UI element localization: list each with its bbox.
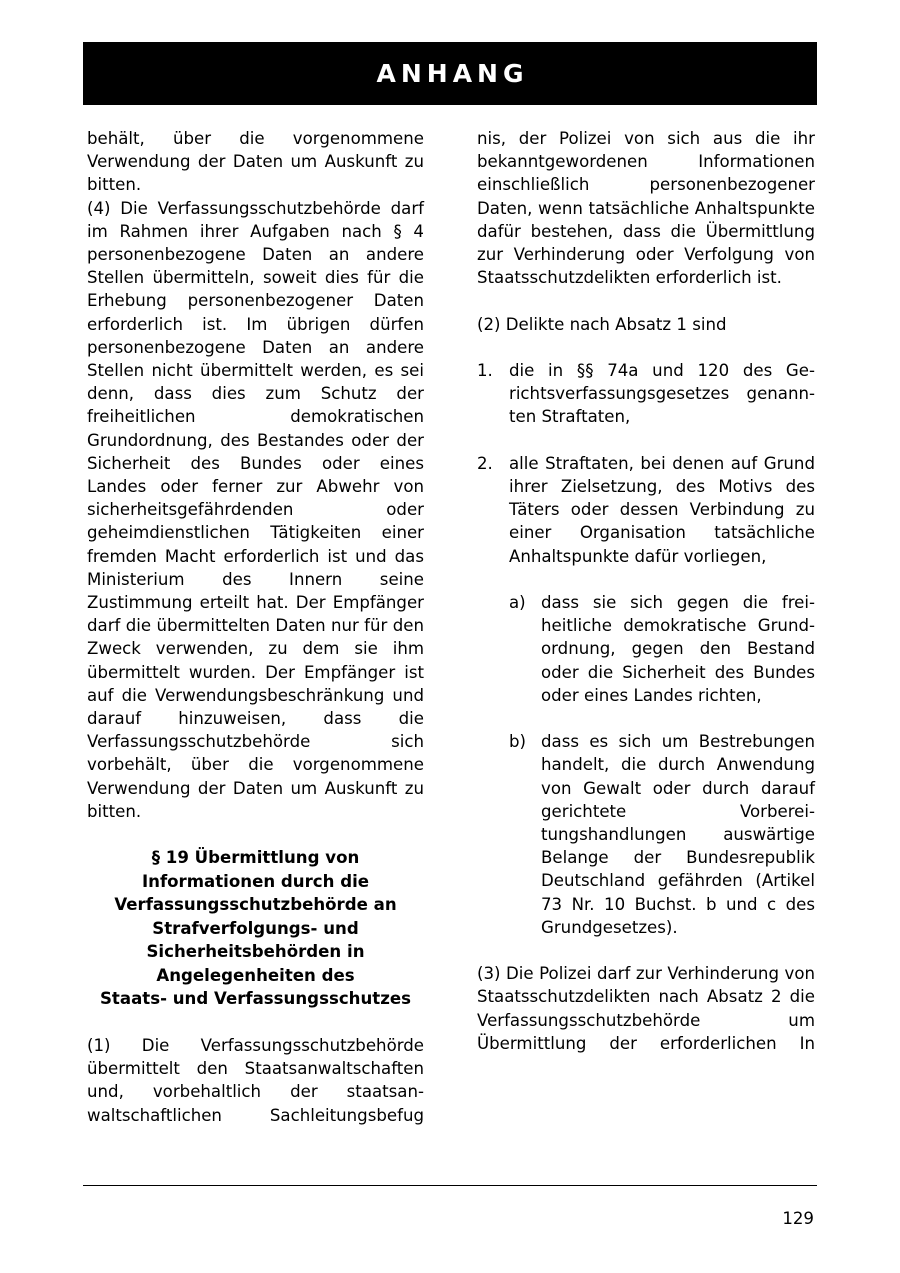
heading-line: Strafverfolgungs- und [152,918,359,938]
paragraph-section-1: (1) Die Verfassungsschutzbehörde übermittelt den Staatsanwaltschaften und, vorbehaltlich der staatsanwaltschaftlichen Sachleitungsbefug [87,1035,424,1125]
section-header-bar [83,42,817,105]
paragraph: behält, über die vorgenommene Verwendung der Daten um Auskunft zu bitten. [87,129,424,195]
list-text: alle Straftaten, bei denen auf Grund ihrer Zielsetzung, des Motivs des Täters oder dessen Verbindung zu einer Organisation tatsächliche Anhaltspunkte dafür vorliegen, [509,453,815,566]
heading-line: Staats- und Verfassungsschutzes [99,989,412,1009]
list-text: die in §§ 74a und 120 des Gerichtsverfassungsgesetzes genannten Straftaten, [509,361,815,427]
sub-list-letter: b) [509,732,527,752]
paragraph-section-4: (4) Die Verfassungsschutzbehörde darf im Rahmen ihrer Aufgaben nach § 4 personenbezogene Daten an andere Stellen übermitteln, soweit dies für die Erhebung personenbezogener Daten erforderlich ist. Im übrigen dürfen personenbezogene Daten an andere Stellen nicht übermittelt werden, es sei denn, dass dies zum Schutz der freiheitlichen demokratischen Grundordnung, des Bestandes oder der Sicherheit des Bundes oder eines Landes oder ferner zur Abwehr von sicherheitsgefährdenden oder geheimdienstlichen Tätigkeiten einer fremden Macht erforderlich ist und das Ministerium des Innern seine Zustimmung erteilt hat. Der Empfänger darf die übermittelten Daten nur für den Zweck verwenden, zu dem sie ihm übermittelt wurden. Der Empfänger ist auf die Verwendungsbeschränkung und darauf hinzuweisen, dass die Verfassungsschutzbehörde sich vorbehält, über die vorgenommene Verwendung der Daten um Auskunft zu bitten. [87,198,424,821]
sub-list-text: dass es sich um Bestrebungen handelt, die durch Anwendung von Gewalt oder durch darauf gerichtete Vorbereitungshandlungen auswärtige Belange der Bundesrepublik Deutschland gefährden (Artikel 73 Nr. 10 Buchst. b und c des Grundgesetzes). [541,732,815,937]
list-number: 1. [477,361,493,380]
paragraph-section-2: (2) Delikte nach Absatz 1 sind [477,314,727,334]
heading-line: § 19 Übermittlung von [151,848,360,868]
page-number: 129 [782,1209,814,1228]
list-item [477,359,815,429]
sub-list-letter: a) [509,593,526,612]
heading-line: Sicherheitsbehörden in [146,942,365,962]
sub-list-item [509,591,815,707]
list-number: 2. [477,453,493,473]
paragraph-continued: nis, der Polizei von sich aus die ihr bekanntgewordenen Informationen einschließlich personenbezogener Daten, wenn tatsächliche Anhaltspunkte dafür bestehen, dass die Übermittlung zur Verhinderung oder Verfolgung von Staatsschutzdelikten erforderlich ist. [477,129,815,288]
sub-list-text: dass sie sich gegen die freiheitliche demokratische Grundordnung, gegen den Bestand oder die Sicherheit des Bundes oder eines Landes richten, [541,593,815,705]
heading-line: Angelegenheiten des [156,965,355,985]
right-column [477,127,815,1055]
paragraph-section-3: (3) Die Polizei darf zur Verhinderung von Staatsschutzdelikten nach Absatz 2 die Verfassungsschutzbehörde um Übermittlung der erforderlichen In [477,964,815,1053]
list-item [477,452,815,568]
footer-rule [83,1185,817,1186]
section-title: ANHANG [376,59,529,88]
left-column [87,127,424,1127]
section-heading [87,846,424,1011]
heading-line: Verfassungsschutzbehörde an [114,895,397,915]
heading-line: Informationen durch die [141,871,370,891]
sub-list-item [509,730,815,939]
